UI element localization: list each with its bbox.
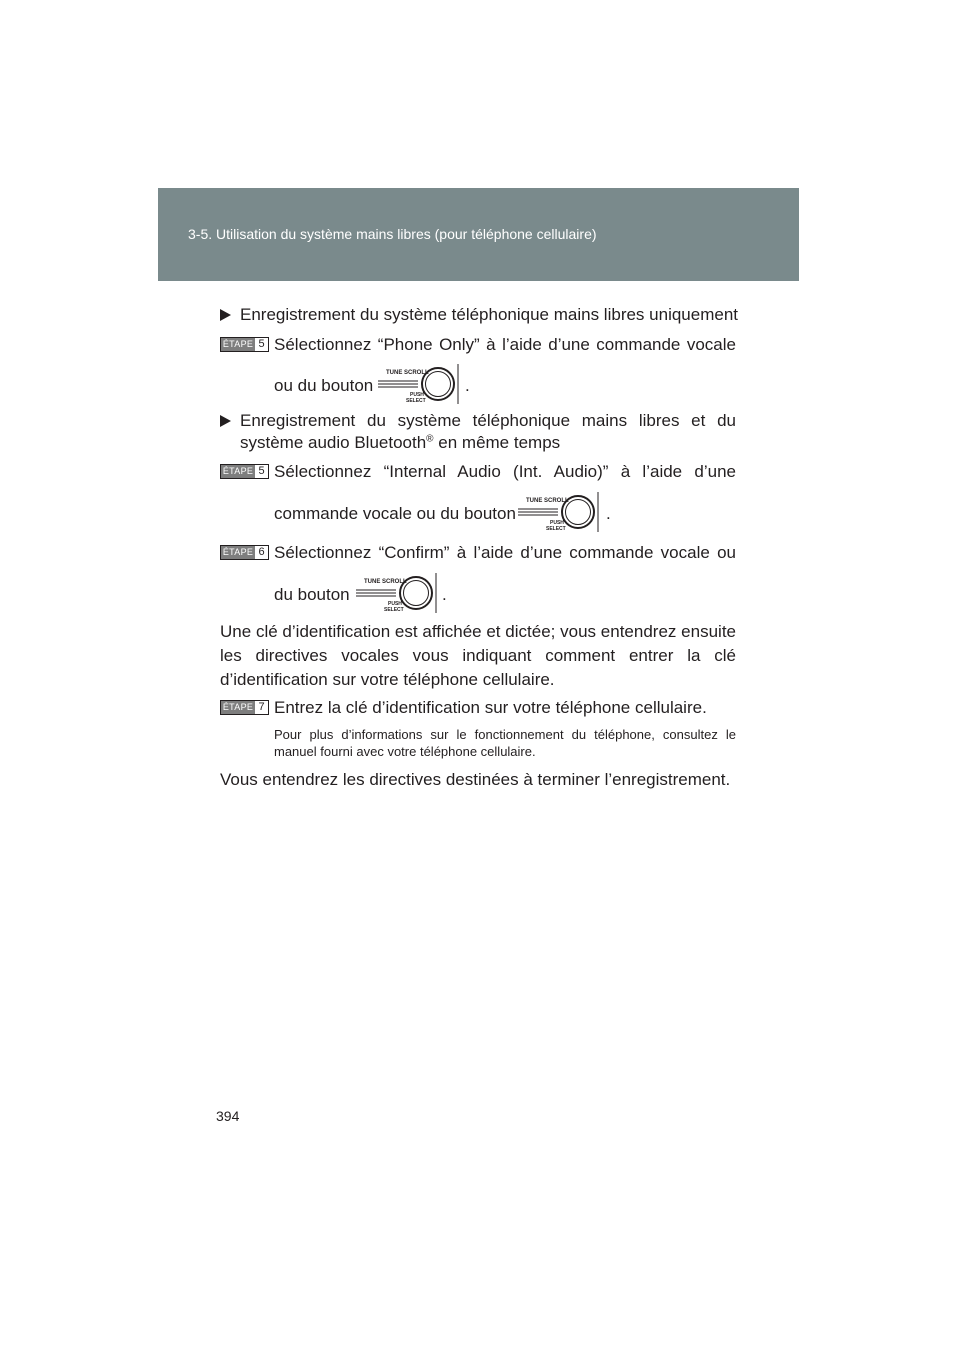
svg-text:PUSH: PUSH (410, 392, 424, 398)
svg-text:PUSH: PUSH (550, 520, 564, 526)
svg-text:SELECT: SELECT (546, 526, 566, 532)
step-text: Sélectionnez “Confirm” à l’aide d’une commande vocale ou (274, 543, 736, 562)
step-number: 5 (258, 338, 265, 350)
heading-phone-and-audio (220, 410, 736, 454)
step-text-continued: du bouton (274, 585, 350, 604)
step-text: Sélectionnez “Phone Only” à l’aide d’une commande vocale (274, 335, 736, 354)
step-text-end: . (606, 504, 611, 523)
step-badge (220, 545, 269, 560)
step-number: 6 (258, 546, 265, 558)
step-badge (220, 337, 269, 352)
section-header (158, 188, 799, 281)
step-badge (220, 700, 269, 715)
step-word: ÉTAPE (222, 466, 254, 476)
heading-text-part: système audio Bluetooth (240, 433, 427, 452)
heading-phone-only (220, 304, 736, 326)
tune-scroll-knob-icon (516, 492, 604, 532)
tune-scroll-knob-icon (354, 573, 442, 613)
paragraph-finish: Vous entendrez les directives destinées à terminer l’enregistrement. (220, 770, 731, 789)
heading-text: Enregistrement du système téléphonique mains libres et du (240, 411, 736, 430)
section-title: 3-5. Utilisation du système mains libres (pour téléphone cellulaire) (188, 226, 597, 242)
heading-text-part: en même temps (433, 433, 561, 452)
svg-text:TUNE SCROLL: TUNE SCROLL (364, 579, 407, 585)
heading-text-continued (240, 432, 736, 454)
step-text-continued: commande vocale ou du bouton (274, 504, 516, 523)
step-number: 5 (258, 465, 265, 477)
step-text: Sélectionnez “Internal Audio (Int. Audio)” à l’aide d’une (274, 462, 736, 481)
step-text: Entrez la clé d’identification sur votre téléphone cellulaire. (274, 698, 707, 717)
svg-text:SELECT: SELECT (406, 398, 426, 404)
step-number: 7 (258, 701, 265, 713)
svg-text:TUNE SCROLL: TUNE SCROLL (526, 498, 569, 504)
step-text-end: . (465, 376, 470, 395)
triangle-bullet-icon (220, 415, 231, 427)
svg-text:TUNE SCROLL: TUNE SCROLL (386, 370, 429, 376)
triangle-bullet-icon (220, 309, 231, 321)
step-word: ÉTAPE (222, 547, 254, 557)
tune-scroll-knob-icon (376, 364, 464, 404)
note-text: Pour plus d’informations sur le fonctionnement du téléphone, consultez le manuel fourni avec votre téléphone cellulaire. (274, 727, 736, 759)
heading-text: Enregistrement du système téléphonique mains libres uniquement (240, 305, 738, 324)
registered-mark: ® (426, 433, 434, 445)
step-word: ÉTAPE (222, 339, 254, 349)
step-text-end: . (442, 585, 447, 604)
svg-text:PUSH: PUSH (388, 601, 402, 607)
paragraph-identification: Une clé d’identification est affichée et dictée; vous entendrez ensuite les directives vocales vous indiquant comment entrer la clé d’identification sur votre téléphone cellulaire. (220, 622, 736, 689)
step-word: ÉTAPE (222, 702, 254, 712)
step-text-continued: ou du bouton (274, 376, 374, 395)
svg-text:SELECT: SELECT (384, 607, 404, 613)
step-badge (220, 464, 269, 479)
page-number: 394 (216, 1108, 240, 1124)
